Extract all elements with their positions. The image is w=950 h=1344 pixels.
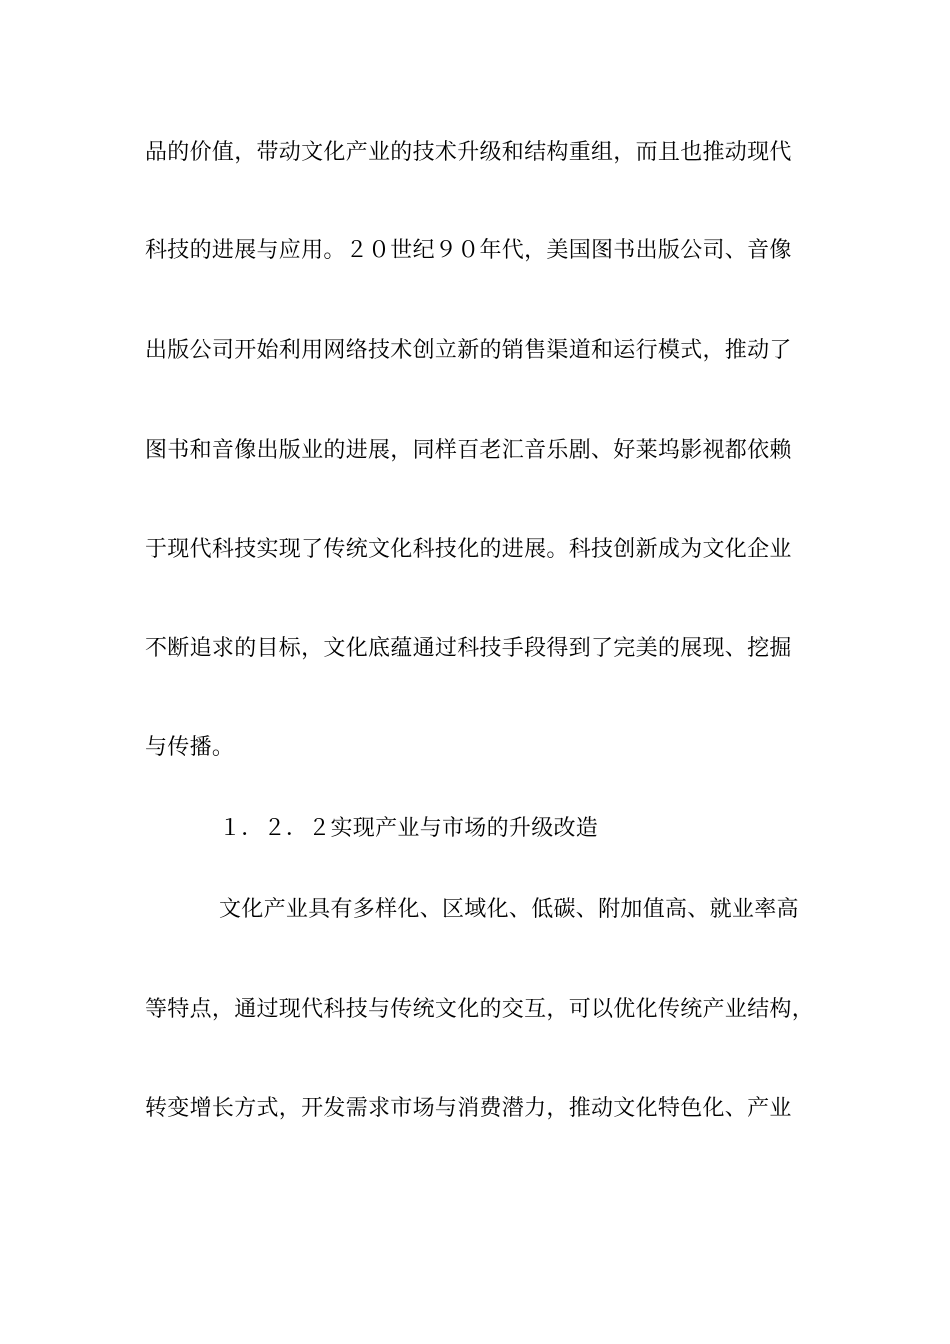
paragraph-line: 科技的进展与应用。２０世纪９０年代，美国图书出版公司、音像 xyxy=(145,238,792,263)
paragraph-line: 等特点，通过现代科技与传统文化的交互，可以优化传统产业结构， xyxy=(145,997,815,1022)
paragraph-line: 转变增长方式，开发需求市场与消费潜力，推动文化特色化、产业 xyxy=(145,1096,792,1121)
paragraph-line: 文化产业具有多样化、区域化、低碳、附加值高、就业率高 xyxy=(219,897,799,922)
paragraph-line: 与传播。 xyxy=(145,735,235,760)
paragraph-line: 于现代科技实现了传统文化科技化的进展。科技创新成为文化企业 xyxy=(145,537,792,562)
paragraph-line: 图书和音像出版业的进展，同样百老汇音乐剧、好莱坞影视都依赖 xyxy=(145,438,792,463)
paragraph-line: 品的价值，带动文化产业的技术升级和结构重组，而且也推动现代 xyxy=(145,140,792,165)
paragraph-line: 不断追求的目标，文化底蕴通过科技手段得到了完美的展现、挖掘 xyxy=(145,636,792,661)
section-heading: １．２．２实现产业与市场的升级改造 xyxy=(219,816,599,841)
paragraph-line: 出版公司开始利用网络技术创立新的销售渠道和运行模式，推动了 xyxy=(145,338,792,363)
